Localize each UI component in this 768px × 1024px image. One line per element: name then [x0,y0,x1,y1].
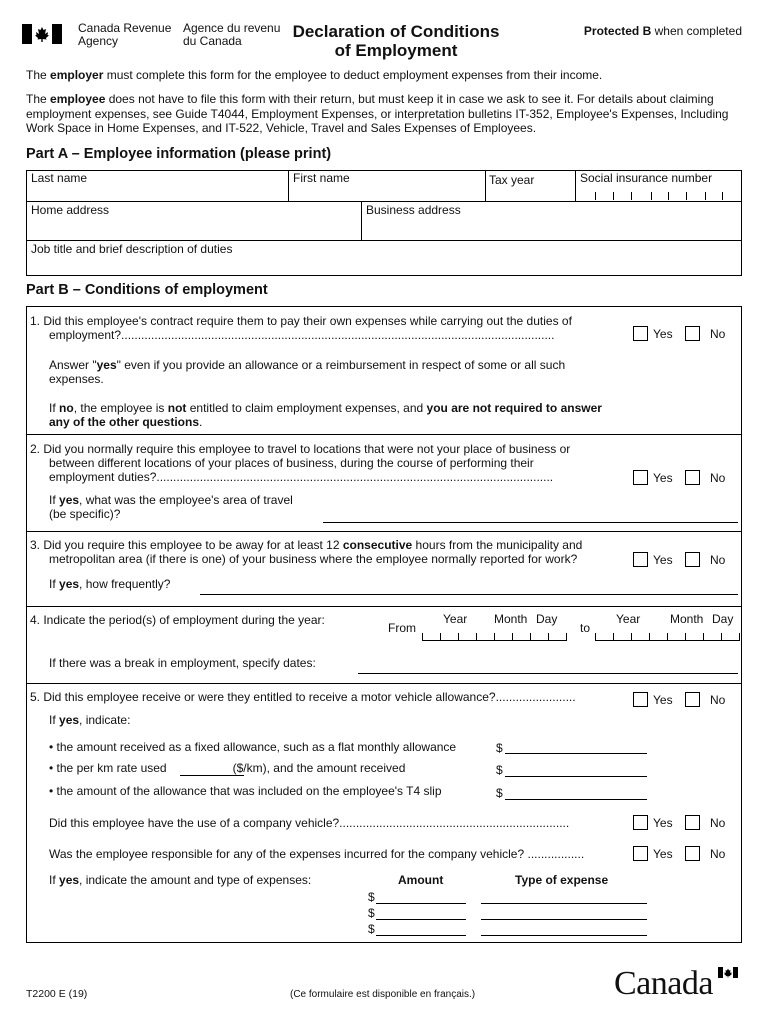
no-label: No [710,471,726,485]
sin-field[interactable] [580,171,712,185]
agency-en-line2: Agency [78,34,119,48]
dollar-sign: $ [368,890,375,904]
last-name-label: Last name [31,171,88,185]
q2-area-label [49,493,329,521]
expense-amount-input[interactable] [376,903,466,904]
q1-if-no-note [49,401,609,429]
text: , indicate: [79,713,131,727]
sin-tick [668,192,669,200]
text-bold: no [59,401,74,415]
expense-type-input[interactable] [481,903,647,904]
date-tick [476,633,477,640]
question-2 [30,442,630,484]
divider [288,170,289,201]
q4-break-label: If there was a break in employment, specify dates: [49,656,316,670]
month-label: Month [670,612,704,626]
expenses-prompt [49,873,349,887]
q1-yes-checkbox[interactable] [633,326,648,341]
wordmark-flag-icon [718,967,738,978]
question-3 [30,538,630,566]
q1-answer-note [49,358,609,386]
vehicle-expenses-question: Was the employee responsible for any of the expenses incurred for the company vehicle? ................. [49,847,585,861]
form-title-line2: of Employment [334,41,458,60]
company-vehicle-yes-checkbox[interactable] [633,815,648,830]
text: 3. Did you require this employee to be away for at least 12 [30,538,343,552]
dollar-sign: $ [368,906,375,920]
day-label: Day [712,612,734,626]
to-date-input[interactable] [595,640,740,641]
dollar-sign: $ [496,786,503,800]
text: If [49,577,60,591]
form-title [280,22,512,60]
no-label: No [710,327,726,341]
text: employment duties?....................................................................................................................... [49,470,554,484]
text: – Employee information (please print) [67,146,332,162]
date-tick [703,633,704,640]
protected-rest: when completed [651,24,742,38]
date-tick [721,633,722,640]
text: If [49,401,60,415]
from-label: From [388,621,416,635]
divider [26,201,742,202]
yes-label: Yes [653,471,673,485]
tax-year-field[interactable] [489,173,534,187]
type-of-expense-header: Type of expense [515,873,609,887]
q5-per-km: • the per km rate used ($/km), and the amount received [49,761,406,775]
from-date-input[interactable] [422,640,567,641]
fixed-allowance-input[interactable] [505,753,647,754]
employer-paragraph [26,68,740,83]
text: If [49,873,60,887]
date-tick [649,633,650,640]
date-tick [613,633,614,640]
date-tick [530,633,531,640]
q2-no-checkbox[interactable] [685,470,700,485]
question-5 [30,690,620,704]
q3-yes-checkbox[interactable] [633,552,648,567]
tax-year-label: Tax year [489,173,535,187]
expense-amount-input[interactable] [376,919,466,920]
first-name-field[interactable] [293,171,350,185]
date-tick [595,633,596,640]
no-label: No [710,816,726,830]
q1-no-checkbox[interactable] [685,326,700,341]
q5-fixed-allowance: • the amount received as a fixed allowance, such as a flat monthly allowance [49,740,457,754]
date-tick [494,633,495,640]
dollar-sign: $ [496,763,503,777]
yes-label: Yes [653,847,673,861]
date-tick [548,633,549,640]
text-bold: yes [59,873,80,887]
text: " even if you provide an allowance or a reimbursement in respect of some or all such expenses. [49,358,566,386]
agency-name-fr [183,22,280,48]
date-tick [631,633,632,640]
part-b-heading [26,282,268,298]
year-label: Year [616,612,641,626]
year-label: Year [443,612,468,626]
agency-name-en [78,22,171,48]
text: 4. Indicate the period(s) of employment during the year: [30,613,325,627]
sin-tick [631,192,632,200]
divider [26,434,742,435]
vehicle-expenses-no-checkbox[interactable] [685,846,700,861]
no-label: No [710,553,726,567]
divider [575,170,576,201]
text-bold: yes [59,493,80,507]
business-address-label: Business address [366,203,461,217]
text: Part B [26,282,69,298]
q2-yes-checkbox[interactable] [633,470,648,485]
text: If [49,493,60,507]
text: the amount received as a fixed allowance, such as a flat monthly allowance [56,740,457,754]
text: the amount of the allowance that was included on the employee's T4 slip [56,784,442,798]
text: ($/km), and the amount received [232,761,406,775]
date-tick [458,633,459,640]
text: The [26,92,51,106]
part-a-table [26,170,742,276]
dollar-sign: $ [368,922,375,936]
date-tick [685,633,686,640]
text: (be specific)? [49,507,121,521]
yes-label: Yes [653,327,673,341]
text: – Conditions of employment [68,282,268,298]
q5-yes-checkbox[interactable] [633,692,648,707]
to-label: to [580,621,591,635]
business-address-field[interactable] [366,203,461,217]
per-km-amount-input[interactable] [505,776,647,777]
canada-wordmark-text: Canada [614,965,713,1002]
text-bold: consecutive [342,538,413,552]
text: , how frequently? [79,577,171,591]
text: metropolitan area (if there is one) of your business where the employee normally reported for work? [49,552,578,566]
form-id: T2200 E (19) [26,988,88,1000]
yes-label: Yes [653,816,673,830]
yes-label: Yes [653,553,673,567]
t4-allowance-input[interactable] [505,799,647,800]
employee-paragraph [26,92,740,136]
divider [485,170,486,201]
date-tick [667,633,668,640]
company-vehicle-no-checkbox[interactable] [685,815,700,830]
divider [26,240,742,241]
text: hours from the municipality and [412,538,583,552]
q2-area-input[interactable] [323,522,738,523]
sin-label: Social insurance number [580,171,713,185]
text: the per km rate used [56,761,167,775]
amount-header: Amount [398,873,444,887]
expense-type-input[interactable] [481,935,647,936]
job-title-field[interactable] [31,242,232,256]
yes-label: Yes [653,693,673,707]
date-tick [566,633,567,640]
dollar-sign: $ [496,741,503,755]
agency-en-line1: Canada Revenue [78,21,172,35]
q5-t4-allowance: • the amount of the allowance that was included on the employee's T4 slip [49,784,442,798]
french-availability-note: (Ce formulaire est disponible en français.) [290,989,476,1000]
date-tick [440,633,441,640]
text: does not have to file this form with their return, but must keep it in case we ask to see it. For details about claiming employment expenses, see Guide T4044, Employment Expenses, or interpretation bulletins IT-352, Employee's Expenses, Including Work Space in Home Expenses, and IT-522, Vehicle, Travel and Sales Expenses of Employees. [26,92,729,135]
text-bold: you are not required to answer any of the other questions [49,401,602,429]
agency-fr-line2: du Canada [183,34,242,48]
text-bold: employee [50,92,106,106]
text: between different locations of your places of business, during the course of performing their [49,456,534,470]
divider [26,683,742,684]
expense-type-input[interactable] [481,919,647,920]
text: . [199,415,203,429]
canada-wordmark [614,964,742,1004]
protected-notice [560,24,742,38]
sin-tick [613,192,614,200]
no-label: No [710,693,726,707]
text: Answer " [49,358,97,372]
divider [361,201,362,240]
text-bold: not [167,401,187,415]
text: must complete this form for the employee to deduct employment expenses from their income. [103,68,603,82]
text: employment?.................................................................................................................................. [49,328,555,342]
sin-tick [595,192,596,200]
canada-flag-icon [22,24,62,44]
month-label: Month [494,612,528,626]
day-label: Day [536,612,558,626]
last-name-field[interactable] [31,171,87,185]
home-address-label: Home address [31,203,110,217]
text: , what was the employee's area of travel [79,493,293,507]
no-label: No [710,847,726,861]
divider [26,531,742,532]
vehicle-expenses-yes-checkbox[interactable] [633,846,648,861]
text: The [26,68,51,82]
date-tick [739,633,740,640]
part-a-heading [26,146,331,162]
text: Part A [26,146,68,162]
agency-fr-line1: Agence du revenu [183,21,281,35]
expense-amount-input[interactable] [376,935,466,936]
q3-frequency-label [49,577,249,591]
sin-tick [651,192,652,200]
home-address-field[interactable] [31,203,109,217]
text: , the employee is [73,401,168,415]
text: , indicate the amount and type of expenses: [79,873,312,887]
text-bold: yes [59,713,80,727]
job-title-label: Job title and brief description of duties [31,242,233,256]
text: 2. Did you normally require this employee to travel to locations that were not your place of business or [30,442,571,456]
sin-tick [705,192,706,200]
text: 1. Did this employee's contract require them to pay their own expenses while carrying out the duties of [30,314,572,328]
divider [26,606,742,607]
text-bold: employer [50,68,104,82]
question-4 [30,613,390,627]
date-tick [422,633,423,640]
protected-level: Protected B [583,24,652,38]
sin-tick [686,192,687,200]
q3-frequency-input[interactable] [200,594,738,595]
company-vehicle-question: Did this employee have the use of a company vehicle?..................................................................... [49,816,570,830]
text: If [49,713,60,727]
q5-no-checkbox[interactable] [685,692,700,707]
date-tick [512,633,513,640]
text-bold: yes [96,358,117,372]
form-title-line1: Declaration of Conditions [292,22,500,41]
q4-break-input[interactable] [358,673,738,674]
text: entitled to claim employment expenses, and [186,401,427,415]
first-name-label: First name [293,171,350,185]
q5-if-yes [49,713,249,727]
sin-tick [722,192,723,200]
text-bold: yes [59,577,80,591]
text: 5. Did this employee receive or were they entitled to receive a motor vehicle allowance?........................ [30,690,576,704]
question-1 [30,314,630,342]
q3-no-checkbox[interactable] [685,552,700,567]
per-km-rate-input[interactable] [180,775,244,776]
